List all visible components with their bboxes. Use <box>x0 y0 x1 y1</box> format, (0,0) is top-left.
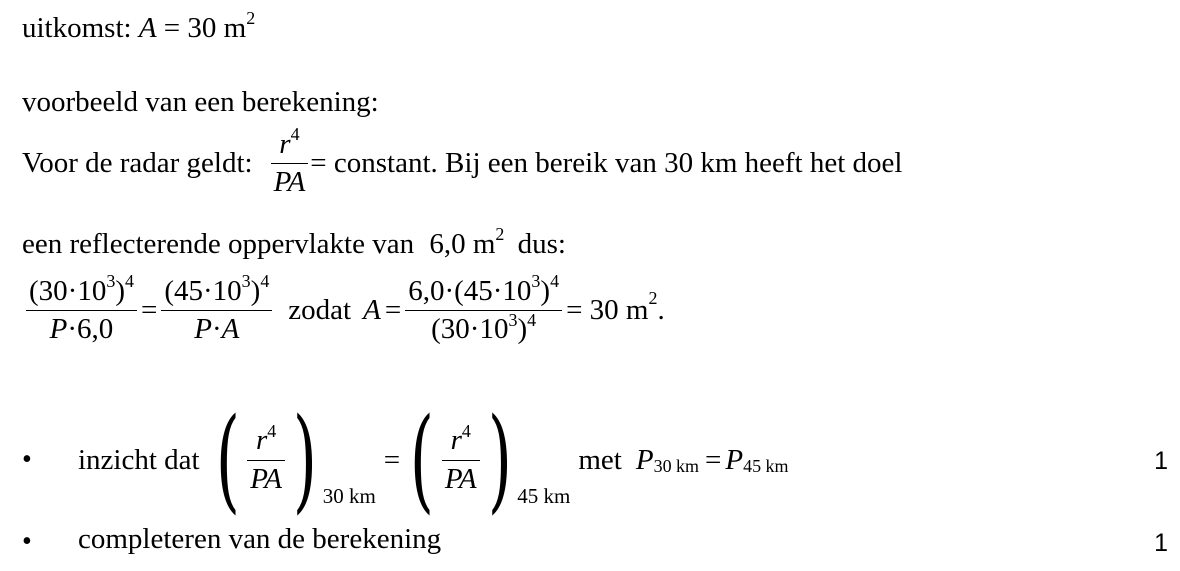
radar-line <box>22 124 903 200</box>
surface-line <box>22 224 566 260</box>
met-word: met <box>578 443 622 476</box>
right-open-paren: ( <box>409 395 435 525</box>
criterion-1-bullet: • <box>22 444 32 475</box>
f1-numerator-exp1: 3 <box>106 271 116 292</box>
f2-numerator: (45·10 <box>164 275 242 307</box>
f2-numerator-close: ) <box>250 275 261 307</box>
equation-result-end: . <box>657 294 665 327</box>
surface-exponent: 2 <box>495 224 505 245</box>
equation-result-exp: 2 <box>648 288 658 309</box>
f3-numerator: 6,0·(45·10 <box>408 275 532 307</box>
f3-numerator-exp2: 4 <box>550 271 560 292</box>
surface-value: 6,0 m <box>429 228 496 260</box>
f2-numerator-exp2: 4 <box>260 271 270 292</box>
equation-fraction-3 <box>405 271 562 347</box>
right-close-paren: ) <box>487 395 512 525</box>
criterion-2-bullet: • <box>22 526 32 557</box>
example-heading: voorbeeld van een berekening: <box>22 86 379 118</box>
f3-denominator: (30·10 <box>431 313 509 346</box>
criterion-2-points: 1 <box>1154 529 1168 557</box>
criterion-1-text: inzicht dat <box>78 443 200 476</box>
result-label: uitkomst: <box>22 12 132 44</box>
p-sub-1: 30 km <box>653 456 700 477</box>
radar-suffix: = constant. Bij een bereik van 30 km heeft het doel <box>310 147 903 180</box>
radar-frac-den: PA <box>273 166 306 199</box>
crit-left-den: PA <box>250 462 282 495</box>
f3-numerator-close: ) <box>540 275 551 307</box>
f3-denominator-close: ) <box>517 313 528 346</box>
f1-numerator-exp2: 4 <box>124 271 134 292</box>
p-equals: = <box>705 443 722 476</box>
crit-right-num-base: r <box>450 424 462 457</box>
criterion-1-row <box>78 395 789 525</box>
crit-left-num-exp: 4 <box>267 420 277 441</box>
right-subscript: 45 km <box>517 483 571 508</box>
equation-result: = 30 m <box>566 294 649 327</box>
zodat-word: zodat <box>288 294 352 327</box>
right-paren-group <box>400 395 571 525</box>
result-line <box>22 8 256 44</box>
crit-right-den: PA <box>444 462 477 495</box>
result-variable: A <box>138 12 157 44</box>
f1-numerator-close: ) <box>115 275 125 307</box>
result-exponent: 2 <box>246 8 256 29</box>
left-close-paren: ) <box>292 395 317 525</box>
surface-text: een reflecterende oppervlakte van <box>22 228 415 260</box>
equals-sign-1: = <box>140 294 158 327</box>
radar-prefix: Voor de radar geldt: <box>22 147 253 180</box>
criterion-2-text: completeren van de berekening <box>78 523 442 555</box>
f1-denominator-rest: ·6,0 <box>67 313 114 346</box>
result-value: = 30 m <box>163 12 247 44</box>
radar-frac-num-base: r <box>279 128 291 160</box>
criterion-frac-right <box>442 420 480 496</box>
f2-denominator-var2: A <box>221 313 240 346</box>
criterion-equals: = <box>383 443 401 476</box>
f3-numerator-exp1: 3 <box>531 271 541 292</box>
equation-var-a: A <box>363 294 381 327</box>
p-var-1: P <box>635 443 654 476</box>
crit-left-num-base: r <box>256 424 268 457</box>
f2-denominator-dot: · <box>211 313 222 346</box>
equals-sign-2: = <box>384 294 402 327</box>
left-paren-group <box>206 395 376 525</box>
main-equation <box>26 271 665 347</box>
f2-denominator-var: P <box>194 313 212 346</box>
equation-fraction-2 <box>161 271 272 347</box>
f3-denominator-exp1: 3 <box>508 309 518 330</box>
p-sub-2: 45 km <box>743 456 789 477</box>
criterion-frac-left <box>247 420 285 496</box>
equation-fraction-1 <box>26 271 137 347</box>
f2-numerator-exp1: 3 <box>241 271 251 292</box>
p-var-2: P <box>725 443 744 476</box>
f3-denominator-exp2: 4 <box>527 309 537 330</box>
crit-right-num-exp: 4 <box>461 420 471 441</box>
criterion-1-points: 1 <box>1154 447 1168 475</box>
surface-tail: dus: <box>517 228 566 260</box>
radar-fraction <box>271 124 309 200</box>
f1-denominator-var: P <box>49 313 68 346</box>
f1-numerator: (30·10 <box>29 275 107 307</box>
radar-frac-num-exp: 4 <box>290 124 300 145</box>
left-open-paren: ( <box>215 395 240 525</box>
left-subscript: 30 km <box>322 483 376 508</box>
